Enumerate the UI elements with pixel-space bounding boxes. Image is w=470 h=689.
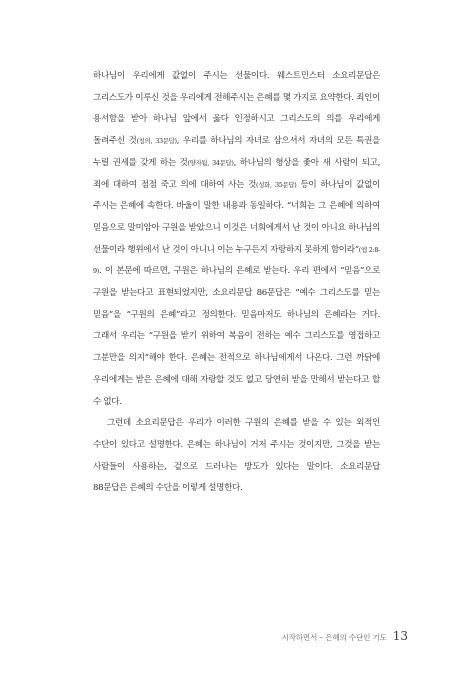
body-text (93, 66, 380, 500)
paragraph-text: , 우리를 하나님의 자녀로 삼으셔서 자녀의 모든 특권을 누릴 권세를 갖게 하는 것 (93, 136, 381, 168)
citation: (양자됨, 34문답) (187, 158, 234, 167)
running-footer-title: 시작하면서 – 은혜의 수단인 기도 (281, 633, 387, 642)
paragraph-text: 등이 하나님이 값없이 주시는 은혜에 속한다. 바울이 말한 내용과 동일하다. “너희는 그 은혜에 의하여 믿음으로 말미암아 구원을 받았으니 이것은 너희에게서 난 것이 아니요 하나님의 선물이라 행위에서 난 것이 아니니 이는 누구든지 자랑하지 못하게 함이라” (93, 179, 380, 255)
page-number: 13 (392, 629, 408, 643)
paragraph (93, 66, 380, 413)
citation: (엡 2:8-9) (93, 245, 381, 276)
citation: (성화, 35문답) (256, 180, 297, 189)
paragraph (93, 413, 380, 500)
page-footer (282, 629, 409, 643)
citation: (칭의, 33문답) (136, 137, 177, 146)
paragraph-text: 그런데 소요리문답은 우리가 이러한 구원의 은혜를 받을 수 있는 외적인 수단이 있다고 설명한다. 은혜는 하나님이 거저 주시는 것이지만, 그것을 받는 사람들이 사용하는, 겉으로 드러나는 방도가 있다는 말이다. 소요리문답 88문답은 은혜의 수단을 이렇게 설명한다. (93, 418, 380, 494)
paragraph-text: . 이 본문에 따르면, 구원은 하나님의 은혜로 받는다. 우리 편에서 “믿음”으로 구원을 받는다고 표현되었지만, 소요리문답 86문답은 “예수 그리스도를 믿는 믿음”을 “구원의 은혜”라고 정의한다. 믿음마저도 하나님의 은혜라는 거다. 그래서 우리는 “구원을 받기 위하여 복음이 전하는 예수 그리스도를 영접하고 그분만을 의지”해야 한다. 은혜는 전적으로 하나님에게서 나온다. 그런 까닭에 우리에게는 받은 은혜에 대해 자랑할 것도 없고 당연히 받을 만해서 받는다고 할 수 없다. (93, 266, 380, 407)
paragraph-text: , 하나님의 형상을 좇아 새 사람이 되고, 죄에 대하여 점점 죽고 의에 대하여 사는 것 (93, 157, 381, 190)
paragraph-text: 하나님이 우리에게 값없이 주시는 선물이다. 웨스트민스터 소요리문답은 그리스도가 이루신 것을 우리에게 전해주시는 은혜를 몇 가지로 요약한다. 죄인이 용서함을 받아 하나님 앞에서 옳다 인정하시고 그리스도의 의를 우리에게 돌려주신 것 (93, 71, 380, 147)
